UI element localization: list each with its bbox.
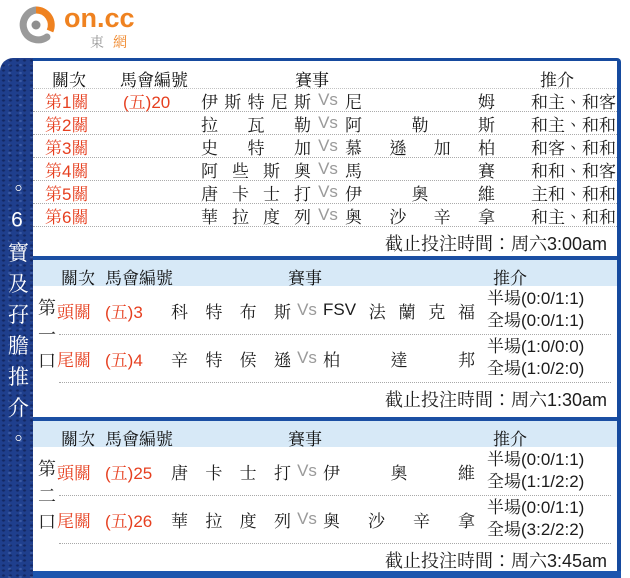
col-header-round: 關次 — [61, 269, 95, 288]
match-row — [33, 135, 617, 158]
vs-label: Vs — [318, 113, 338, 132]
betting-deadline: 截止投注時間：周六3:00am — [384, 234, 607, 254]
home-team: 唐 卡 士 打 — [201, 184, 311, 204]
brand-char-net: 網 — [113, 34, 136, 50]
tips-cell — [487, 497, 584, 541]
vs-label: Vs — [297, 300, 317, 319]
home-team: 阿 些 斯 奧 — [201, 161, 311, 181]
side-caption: 。6寶及孖膽推介。 — [5, 177, 29, 459]
round-label: 頭關 — [57, 463, 91, 483]
vs-label: Vs — [297, 509, 317, 528]
round-label: 第6關 — [45, 207, 89, 227]
parlay-table-2 — [33, 421, 617, 571]
home-team: 史 特 加 — [201, 138, 311, 158]
round-label: 尾關 — [57, 511, 91, 531]
six-picks-table — [33, 61, 617, 256]
col-header-tips: 推介 — [540, 71, 574, 90]
group-label: 第 一 口 — [38, 298, 56, 371]
col-header-match: 賽事 — [295, 71, 329, 90]
side-band — [0, 58, 33, 578]
col-header-tips: 推介 — [493, 269, 527, 288]
oncc-logo[interactable] — [14, 3, 136, 49]
home-team: 華 拉 度 列 — [171, 511, 291, 531]
table-header — [33, 260, 617, 286]
brand-chinese-name — [90, 35, 136, 49]
parlay-table-1 — [33, 260, 617, 417]
full-time-tip: 全場(1:0/2:0) — [487, 359, 585, 378]
match-row — [33, 181, 617, 204]
tip-cell: 和主、和客 — [531, 92, 616, 112]
match-row — [33, 447, 617, 495]
match-number: (五)4 — [105, 350, 143, 370]
brand-name: on.cc — [64, 3, 135, 33]
match-number: (五)20 — [123, 92, 171, 112]
away-team: 尼 姆 — [345, 92, 495, 112]
col-header-number: 馬會編號 — [105, 269, 173, 288]
col-header-tips: 推介 — [493, 430, 527, 449]
match-number: (五)26 — [105, 511, 153, 531]
away-team: FSV 法 蘭 克 福 — [323, 300, 475, 322]
half-time-tip: 半場(1:0/0:0) — [487, 337, 585, 356]
match-row — [33, 89, 617, 112]
match-number: (五)3 — [105, 302, 143, 322]
home-team: 伊 斯 特 尼 斯 — [201, 92, 311, 112]
match-row — [33, 204, 617, 227]
vs-label: Vs — [318, 159, 338, 178]
tip-cell: 和主、和和 — [531, 115, 616, 135]
full-time-tip: 全場(0:0/1:1) — [487, 311, 585, 330]
match-row — [33, 112, 617, 135]
logo-text — [64, 3, 136, 49]
brand-char-east: 東 — [90, 34, 113, 50]
vs-label: Vs — [318, 136, 338, 155]
content-frame — [0, 58, 630, 578]
row-separator — [59, 382, 611, 383]
half-time-tip: 半場(0:0/1:1) — [487, 498, 585, 517]
vs-label: Vs — [318, 205, 338, 224]
round-label: 第4關 — [45, 161, 89, 181]
tips-cell — [487, 449, 584, 493]
tip-cell: 和客、和和 — [531, 138, 616, 158]
away-team: 阿 勒 斯 — [345, 115, 495, 135]
col-header-round: 關次 — [61, 430, 95, 449]
home-team: 華 拉 度 列 — [201, 207, 311, 227]
away-team: 伊 奧 維 — [345, 184, 495, 204]
col-header-number: 馬會編號 — [105, 430, 173, 449]
vs-label: Vs — [297, 461, 317, 480]
row-separator — [59, 495, 611, 496]
away-team: 伊 奧 維 — [323, 463, 475, 483]
col-header-round: 關次 — [52, 71, 86, 90]
home-team: 科 特 布 斯 — [171, 302, 291, 322]
match-row — [33, 334, 617, 382]
row-separator — [59, 543, 611, 544]
tip-cell: 和和、和客 — [531, 161, 616, 181]
half-time-tip: 半場(0:0/1:1) — [487, 289, 585, 308]
tips-cell — [487, 336, 584, 380]
col-header-match: 賽事 — [288, 430, 322, 449]
match-number: (五)25 — [105, 463, 153, 483]
round-label: 第1關 — [45, 92, 89, 112]
vs-label: Vs — [318, 90, 338, 109]
col-header-number: 馬會編號 — [120, 71, 188, 90]
table-body — [33, 286, 617, 382]
full-time-tip: 全場(3:2/2:2) — [487, 520, 585, 539]
table-body — [33, 447, 617, 543]
home-team: 拉 瓦 勒 — [201, 115, 311, 135]
betting-deadline: 截止投注時間：周六1:30am — [384, 390, 607, 410]
vs-label: Vs — [318, 182, 338, 201]
tables-area — [33, 58, 621, 571]
tip-cell: 主和、和和 — [531, 184, 616, 204]
table-header — [33, 421, 617, 447]
match-row — [33, 286, 617, 334]
half-time-tip: 半場(0:0/1:1) — [487, 450, 585, 469]
row-separator — [59, 334, 611, 335]
round-label: 第5關 — [45, 184, 89, 204]
vs-label: Vs — [297, 348, 317, 367]
match-row — [33, 158, 617, 181]
betting-deadline: 截止投注時間：周六3:45am — [384, 551, 607, 571]
home-team: 唐 卡 士 打 — [171, 463, 291, 483]
away-team: 奧 沙 辛 拿 — [345, 207, 495, 227]
round-label: 尾關 — [57, 350, 91, 370]
table-header — [33, 61, 617, 89]
away-team: 慕 遜 加 柏 — [345, 138, 495, 158]
away-team: 柏 達 邦 — [323, 350, 475, 370]
round-label: 第3關 — [45, 138, 89, 158]
round-label: 第2關 — [45, 115, 89, 135]
match-row — [33, 495, 617, 543]
tip-cell: 和主、和和 — [531, 207, 616, 227]
oncc-swirl-icon — [14, 3, 58, 47]
away-team: 馬 賽 — [345, 161, 495, 181]
home-team: 辛 特 侯 遜 — [171, 350, 291, 370]
bottom-bar — [33, 571, 621, 578]
round-label: 頭關 — [57, 302, 91, 322]
col-header-match: 賽事 — [288, 269, 322, 288]
group-label: 第 二 口 — [38, 459, 56, 532]
tips-cell — [487, 288, 584, 332]
away-team: 奧 沙 辛 拿 — [323, 511, 475, 531]
full-time-tip: 全場(1:1/2:2) — [487, 472, 585, 491]
